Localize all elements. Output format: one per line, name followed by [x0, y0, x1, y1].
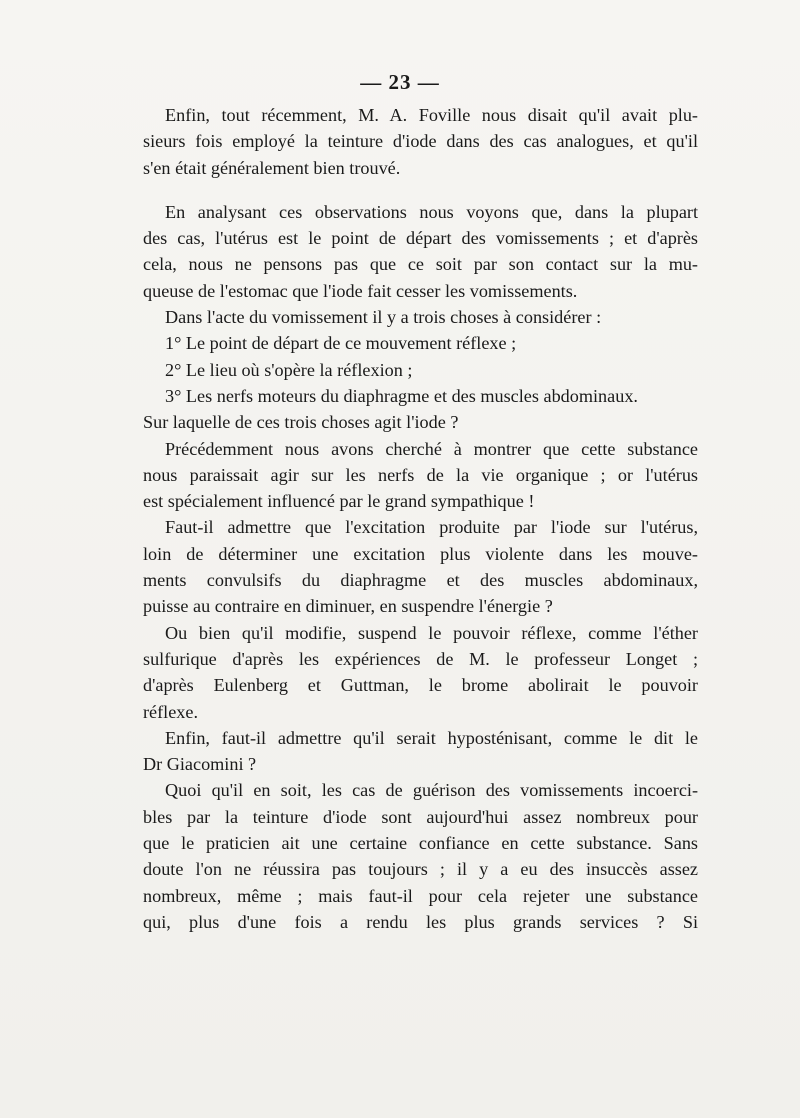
paragraph	[143, 777, 698, 935]
list-item: 3° Les nerfs moteurs du diaphragme et des muscles abdominaux.	[165, 385, 638, 406]
text-line: doute l'on ne réussira pas toujours ; il y a eu des insuccès assez	[143, 859, 698, 880]
paragraph	[143, 409, 698, 435]
text-line: des cas, l'utérus est le point de départ des vomissements ; et d'après	[143, 228, 698, 249]
text-line: Faut-il admettre que l'excitation produite par l'iode sur l'utérus,	[165, 517, 698, 538]
text-line: nombreux, même ; mais faut-il pour cela rejeter une substance	[143, 885, 698, 906]
text-line: Dans l'acte du vomissement il y a trois choses à considérer :	[165, 307, 602, 328]
text-line: Enfin, faut-il admettre qu'il serait hyposténisant, comme le dit le	[165, 727, 698, 748]
text-line: nous paraissait agir sur les nerfs de la vie organique ; or l'utérus	[143, 464, 698, 485]
text-line: queuse de l'estomac que l'iode fait cesser les vomissements.	[143, 280, 578, 301]
text-line: Ou bien qu'il modifie, suspend le pouvoir réflexe, comme l'éther	[165, 622, 698, 643]
text-line: sieurs fois employé la teinture d'iode dans des cas analogues, et qu'il	[143, 131, 698, 152]
text-line: Sur laquelle de ces trois choses agit l'iode ?	[143, 412, 459, 433]
paragraph-gap	[143, 181, 698, 199]
paragraph	[143, 199, 698, 304]
text-line: En analysant ces observations nous voyons que, dans la plupart	[165, 201, 698, 222]
text-line: puisse au contraire en diminuer, en suspendre l'énergie ?	[143, 596, 553, 617]
text-line: d'après Eulenberg et Guttman, le brome abolirait le pouvoir	[143, 675, 698, 696]
text-line: que le praticien ait une certaine confiance en cette substance. Sans	[143, 833, 698, 854]
text-line: bles par la teinture d'iode sont aujourd'hui assez nombreux pour	[143, 806, 698, 827]
text-line: qui, plus d'une fois a rendu les plus grands services ? Si	[143, 911, 698, 932]
text-line: Dr Giacomini ?	[143, 754, 257, 775]
text-line: s'en était généralement bien trouvé.	[143, 157, 401, 178]
text-line: réflexe.	[143, 701, 199, 722]
text-line: est spécialement influencé par le grand sympathique !	[143, 491, 535, 512]
text-line: sulfurique d'après les expériences de M. le professeur Longet ;	[143, 648, 698, 669]
page-number: — 23 —	[360, 70, 440, 94]
paragraph	[143, 725, 698, 778]
paragraph	[143, 620, 698, 725]
text-line: Précédemment nous avons cherché à montrer que cette substance	[165, 438, 698, 459]
enumerated-list	[143, 330, 698, 409]
paragraph	[143, 436, 698, 515]
text-line: Quoi qu'il en soit, les cas de guérison des vomissements incoerci-	[165, 780, 698, 801]
paragraph	[143, 514, 698, 619]
text-line: cela, nous ne pensons pas que ce soit par son contact sur la mu-	[143, 254, 698, 275]
text-line: ments convulsifs du diaphragme et des muscles abdominaux,	[143, 570, 698, 591]
body-text	[143, 102, 698, 935]
list-item: 1° Le point de départ de ce mouvement réflexe ;	[165, 333, 517, 354]
list-item: 2° Le lieu où s'opère la réflexion ;	[165, 359, 413, 380]
paragraph	[143, 304, 698, 330]
paragraph	[143, 102, 698, 181]
text-line: Enfin, tout récemment, M. A. Foville nous disait qu'il avait plu-	[165, 105, 698, 125]
text-line: loin de déterminer une excitation plus violente dans les mouve-	[143, 543, 698, 564]
